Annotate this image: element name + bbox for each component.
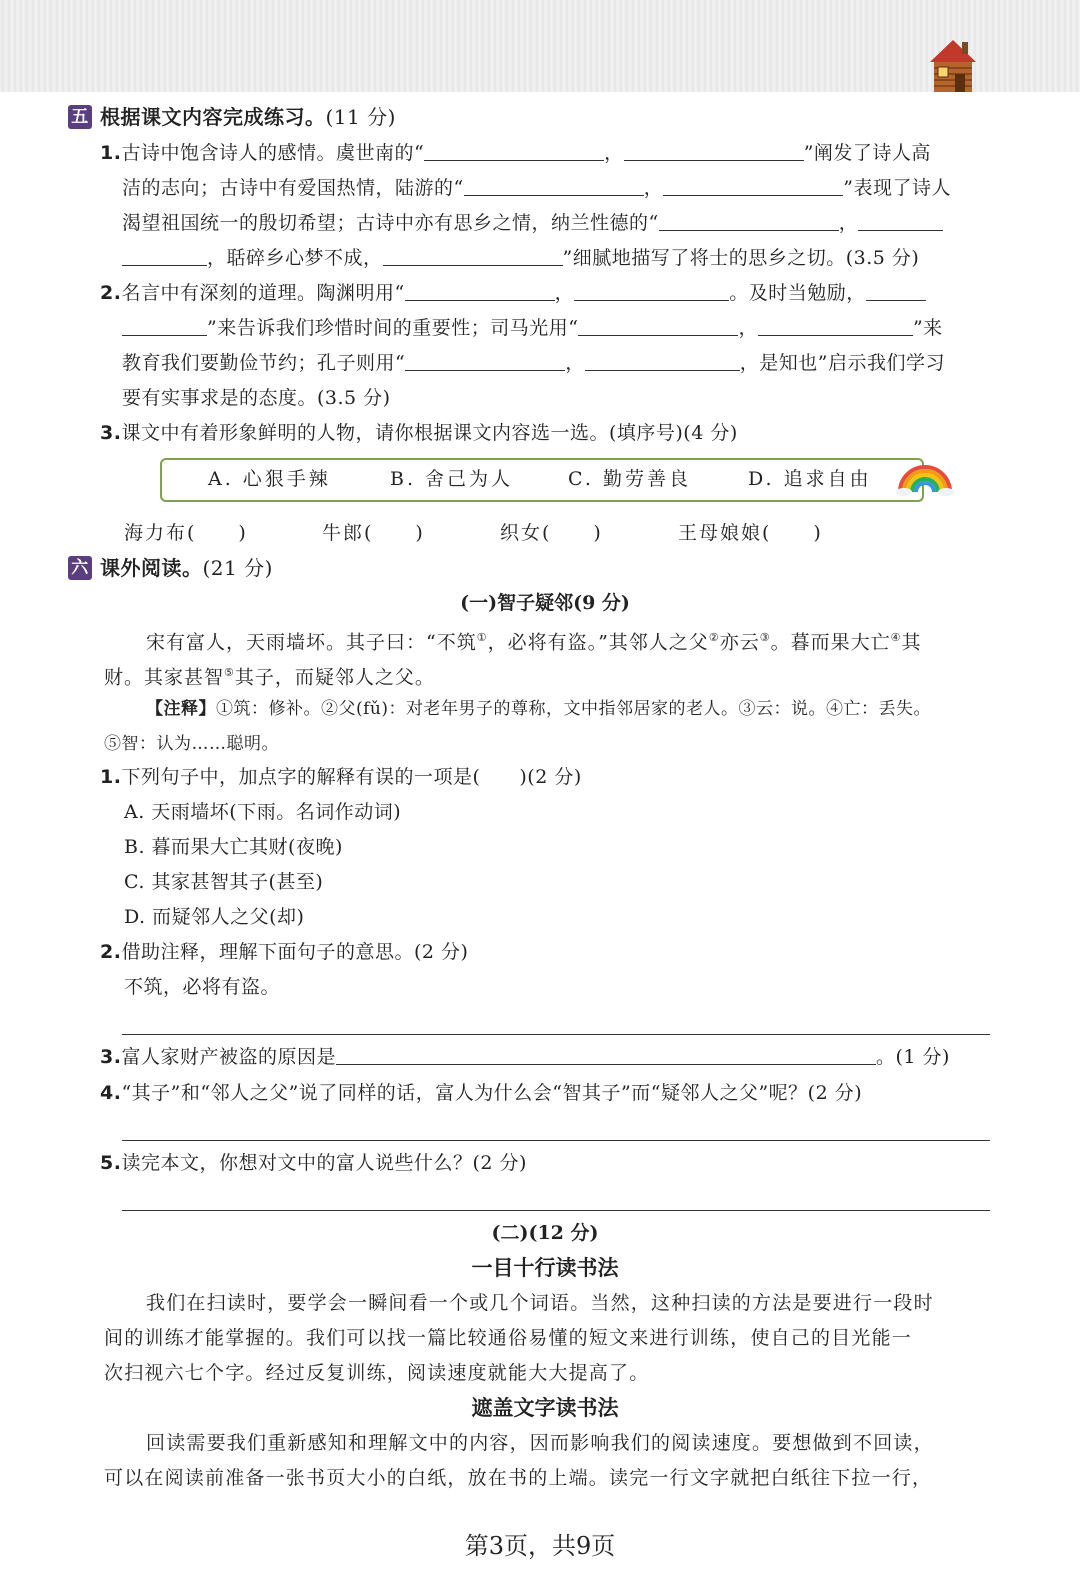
q5-2-line-4: 要有实事求是的态度。(3.5 分) xyxy=(122,387,391,409)
answer-blank[interactable] xyxy=(578,315,738,336)
answer-blank[interactable] xyxy=(758,315,913,336)
answer-blank[interactable] xyxy=(122,315,207,336)
person-niulang[interactable]: 牛郎( ) xyxy=(322,522,425,544)
option-d: D. 追求自由 xyxy=(748,468,872,490)
passage-2-line-3: 次扫视六七个字。经过反复训练，阅读速度就能大大提高了。 xyxy=(104,1362,650,1384)
person-zhinv[interactable]: 织女( ) xyxy=(500,522,603,544)
q6-1-option-c[interactable]: C. 其家甚智其子(甚至) xyxy=(124,871,324,893)
answer-blank[interactable] xyxy=(574,280,729,301)
passage-2-line-2: 间的训练才能掌握的。我们可以找一篇比较通俗易懂的短文来进行训练，使自己的目光能一 xyxy=(104,1327,913,1349)
passage-2-title: (二)(12 分) xyxy=(491,1222,599,1244)
page-number: 第3页，共9页 xyxy=(464,1532,616,1560)
answer-blank[interactable] xyxy=(336,1044,876,1065)
section-6-heading: 六 课外阅读。(21 分) xyxy=(68,553,273,583)
q6-4-line: 4.“其子”和“邻人之父”说了同样的话，富人为什么会“智其子”而“疑邻人之父”呢？(2 分) xyxy=(100,1082,863,1104)
answer-blank[interactable] xyxy=(663,175,843,196)
q6-1-option-b[interactable]: B. 暮而果大亡其财(夜晚) xyxy=(124,836,343,858)
option-a: A. 心狠手辣 xyxy=(208,468,331,490)
q6-3-line: 3.富人家财产被盗的原因是 。(1 分) xyxy=(100,1046,950,1068)
answer-line[interactable] xyxy=(122,1034,990,1035)
notes-line-1: 【注释】①筑：修补。②父(fǔ)：对老年男子的尊称，文中指邻居家的老人。③云：说。④亡：丢失。 xyxy=(146,699,932,719)
answer-blank[interactable] xyxy=(405,350,565,371)
q6-2-line: 2.借助注释，理解下面句子的意思。(2 分) xyxy=(100,941,469,963)
passage-1-line-1: 宋有富人，天雨墙坏。其子曰：“不筑①，必将有盗。”其邻人之父②亦云③。暮而果大亡④其 xyxy=(146,631,922,654)
answer-blank[interactable] xyxy=(383,245,563,266)
q6-1-option-d[interactable]: D. 而疑邻人之父(却) xyxy=(124,906,305,928)
answer-blank[interactable] xyxy=(585,350,740,371)
q5-2-line-3: 教育我们要勤俭节约；孔子则用“ ， ，是知也”启示我们学习 xyxy=(122,352,945,374)
q6-1-option-a[interactable]: A. 天雨墙坏(下雨。名词作动词) xyxy=(124,801,402,823)
section-badge: 五 xyxy=(68,105,92,129)
q5-1-line-3: 渴望祖国统一的殷切希望；古诗中亦有思乡之情，纳兰性德的“ ， xyxy=(122,208,943,238)
q5-1-line-1: 1.古诗中饱含诗人的感情。虞世南的“ ， ”阐发了诗人高 xyxy=(100,142,931,164)
q5-2-line-1: 2.名言中有深刻的道理。陶渊明用“ ， 。及时当勉励， xyxy=(100,278,926,308)
answer-blank[interactable] xyxy=(858,210,943,231)
answer-blank[interactable] xyxy=(624,140,804,161)
q5-3-line: 3.课文中有着形象鲜明的人物，请你根据课文内容选一选。(填序号)(4 分) xyxy=(100,422,738,444)
answer-blank[interactable] xyxy=(405,280,555,301)
q6-2-sentence: 不筑，必将有盗。 xyxy=(124,976,281,998)
q6-1-line: 1.下列句子中，加点字的解释有误的一项是( )(2 分) xyxy=(100,766,582,788)
answer-line[interactable] xyxy=(122,1140,990,1141)
options-box xyxy=(160,458,924,502)
section-badge: 六 xyxy=(68,556,92,580)
passage-2-subheading-1: 一目十行读书法 xyxy=(471,1255,619,1280)
option-b: B. 舍己为人 xyxy=(390,468,514,490)
q5-2-line-2: ”来告诉我们珍惜时间的重要性；司马光用“ ， ”来 xyxy=(122,313,943,343)
answer-line[interactable] xyxy=(122,1210,990,1211)
notes-line-2: ⑤智：认为……聪明。 xyxy=(104,734,279,754)
passage-2-line-1: 我们在扫读时，要学会一瞬间看一个或几个词语。当然，这种扫读的方法是要进行一段时 xyxy=(146,1292,934,1314)
q5-1-line-2: 洁的志向；古诗中有爱国热情，陆游的“ ， ”表现了诗人 xyxy=(122,177,951,199)
answer-blank[interactable] xyxy=(866,280,926,301)
q5-1-line-4: ，聒碎乡心梦不成， ”细腻地描写了将士的思乡之切。(3.5 分) xyxy=(122,243,919,273)
passage-1-title: (一)智子疑邻(9 分) xyxy=(460,592,630,614)
section-5-heading: 五 根据课文内容完成练习。(11 分) xyxy=(68,102,396,132)
answer-blank[interactable] xyxy=(659,210,839,231)
option-c: C. 勤劳善良 xyxy=(568,468,691,490)
answer-blank[interactable] xyxy=(424,140,604,161)
passage-1-line-2: 财。其家甚智⑤其子，而疑邻人之父。 xyxy=(104,666,435,689)
rainbow-icon xyxy=(896,462,954,496)
passage-2-subheading-2: 遮盖文字读书法 xyxy=(471,1395,619,1420)
answer-blank[interactable] xyxy=(464,175,644,196)
passage-2-line-4: 回读需要我们重新感知和理解文中的内容，因而影响我们的阅读速度。要想做到不回读， xyxy=(146,1432,934,1454)
passage-2-line-5: 可以在阅读前准备一张书页大小的白纸，放在书的上端。读完一行文字就把白纸往下拉一行， xyxy=(104,1467,933,1489)
person-wangmu[interactable]: 王母娘娘( ) xyxy=(678,522,823,544)
answer-blank[interactable] xyxy=(122,245,207,266)
person-haili[interactable]: 海力布( ) xyxy=(124,522,248,544)
q6-5-line: 5.读完本文，你想对文中的富人说些什么？(2 分) xyxy=(100,1152,527,1174)
